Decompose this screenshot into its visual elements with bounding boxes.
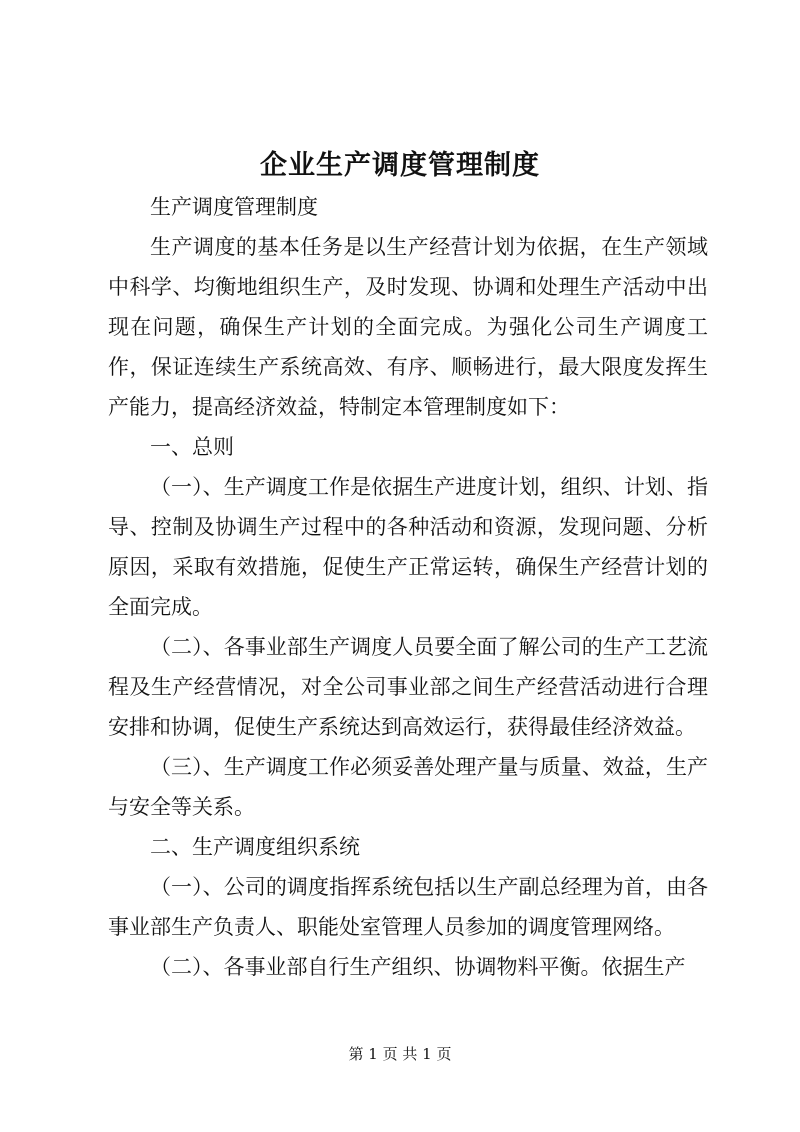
paragraph-subtitle: 生产调度管理制度 [150, 195, 318, 219]
section-heading-organization: 二、生产调度组织系统 [150, 835, 360, 859]
paragraph-intro: 生产调度的基本任务是以生产经营计划为依据，在生产领域中科学、均衡地组织生产，及时发现、协调和处理生产活动中出现在问题，确保生产计划的全面完成。为强化公司生产调度工作，保证连续生产系统高效、有序、顺畅进行，最大限度发挥生产能力，提高经济效益，特制定本管理制度如下： [108, 235, 708, 419]
paragraph-organization-1: （一）、公司的调度指挥系统包括以生产副总经理为首，由各事业部生产负责人、职能处室管理人员参加的调度管理网络。 [108, 875, 708, 939]
paragraph-general-2: （二）、各事业部生产调度人员要全面了解公司的生产工艺流程及生产经营情况，对全公司事业部之间生产经营活动进行合理安排和协调，促使生产系统达到高效运行，获得最佳经济效益。 [108, 635, 708, 739]
paragraph-general-1: （一）、生产调度工作是依据生产进度计划，组织、计划、指导、控制及协调生产过程中的各种活动和资源，发现问题、分析原因，采取有效措施，促使生产正常运转，确保生产经营计划的全面完成。 [108, 475, 708, 619]
document-body [108, 187, 708, 987]
page-indicator: 第 1 页 共 1 页 [348, 1045, 452, 1063]
paragraph-organization-2: （二）、各事业部自行生产组织、协调物料平衡。依据生产 [150, 955, 686, 979]
paragraph-general-3: （三）、生产调度工作必须妥善处理产量与质量、效益，生产与安全等关系。 [108, 755, 708, 819]
section-heading-general: 一、总则 [150, 435, 234, 459]
document-title: 企业生产调度管理制度 [260, 150, 540, 181]
